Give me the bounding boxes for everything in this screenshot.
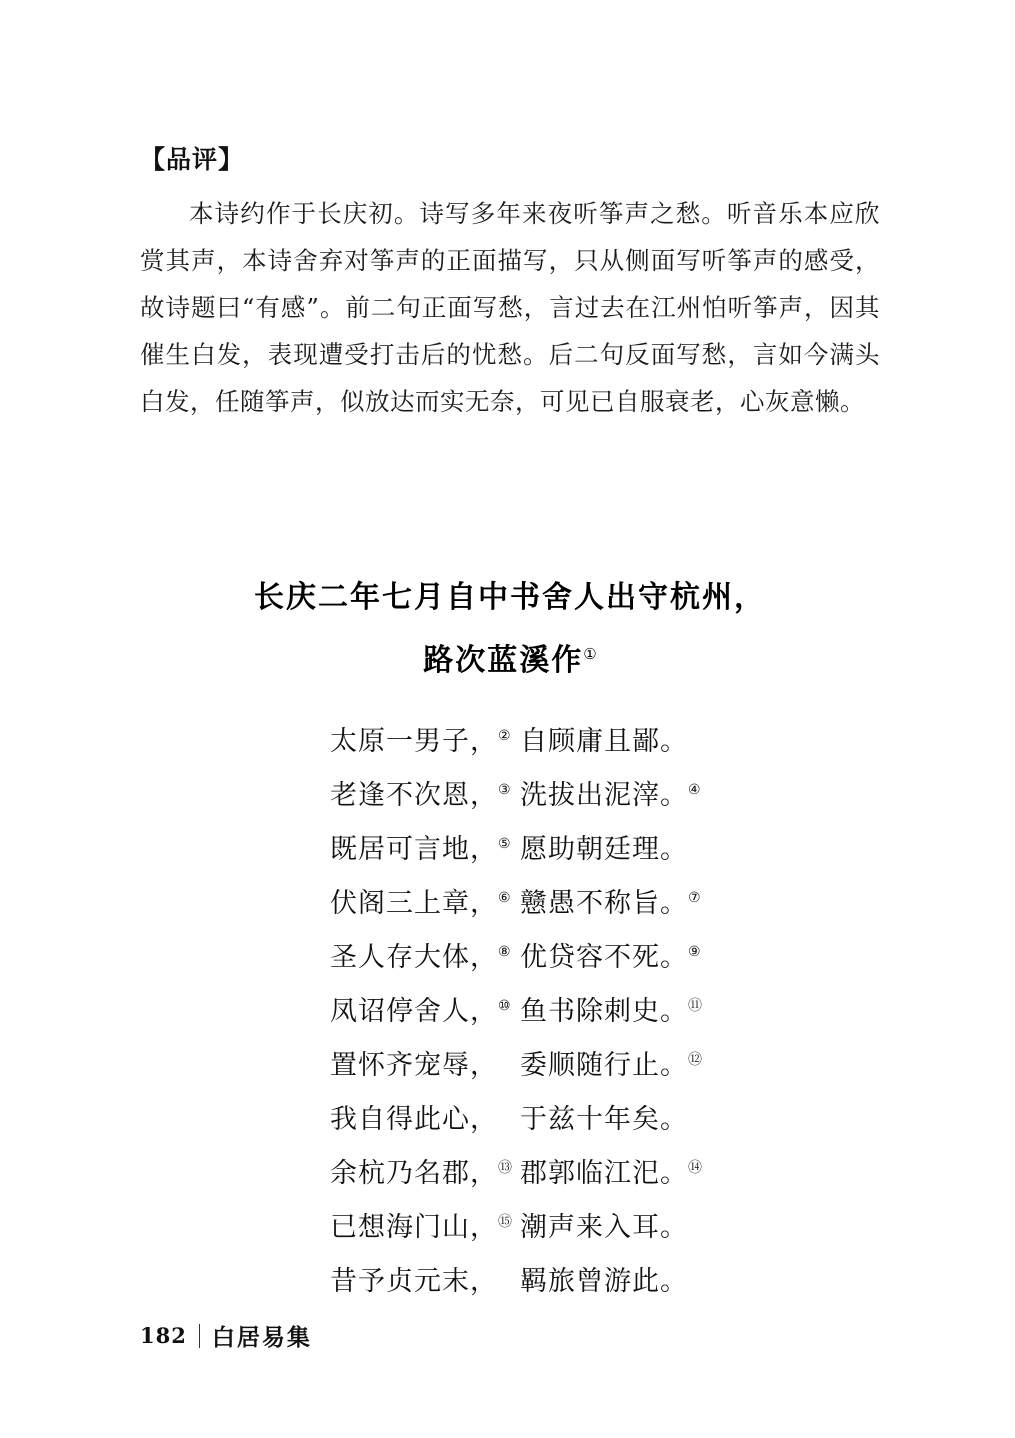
note-marker: ⑫ (688, 1052, 702, 1068)
poem-line (330, 874, 790, 928)
book-title: 白居易集 (211, 1324, 312, 1351)
note-marker: ⑮ (498, 1214, 512, 1230)
note-marker: ⑭ (688, 1160, 702, 1176)
note-marker: ⑥ (498, 890, 511, 906)
poem-hemistich-b (520, 1198, 688, 1252)
poem-hemistich-b-text: 洗拔出泥滓。 (520, 780, 688, 811)
poem-hemistich-a (330, 874, 520, 928)
poem-hemistich-b (520, 982, 702, 1036)
poem-hemistich-a (330, 712, 520, 766)
page-footer (140, 1319, 312, 1352)
note-marker: ⑦ (688, 890, 701, 906)
poem-hemistich-b (520, 1090, 688, 1144)
poem-title (140, 570, 880, 689)
poem-hemistich-b (520, 1252, 688, 1306)
poem-hemistich-b (520, 1144, 702, 1198)
poem-hemistich-b (520, 712, 688, 766)
poem-hemistich-b-text: 羁旅曾游此。 (520, 1266, 688, 1297)
poem-hemistich-b-text: 优贷容不死。 (520, 942, 688, 973)
poem-hemistich-a (330, 928, 520, 982)
note-marker: ⑪ (688, 998, 702, 1014)
poem-line (330, 928, 790, 982)
poem-line (330, 766, 790, 820)
poem-hemistich-a-text: 太原一男子， (330, 726, 498, 757)
note-marker: ② (498, 728, 511, 744)
poem-hemistich-a-text: 凤诏停舍人， (330, 996, 498, 1027)
poem-hemistich-b-text: 愿助朝廷理。 (520, 834, 688, 865)
poem-hemistich-b (520, 1036, 702, 1090)
poem-line (330, 1090, 790, 1144)
poem-hemistich-b (520, 820, 688, 874)
poem-hemistich-b-text: 于兹十年矣。 (520, 1104, 688, 1135)
note-marker: ⑨ (688, 944, 701, 960)
poem-hemistich-b-text: 自顾庸且鄙。 (520, 726, 688, 757)
poem-hemistich-a (330, 1198, 520, 1252)
commentary-section (140, 140, 880, 425)
poem-hemistich-a (330, 820, 520, 874)
note-marker: ③ (498, 782, 511, 798)
poem-hemistich-a-text: 已想海门山， (330, 1212, 498, 1243)
poem-hemistich-b (520, 874, 701, 928)
poem-hemistich-b-text: 委顺随行止。 (520, 1050, 688, 1081)
poem-line (330, 1144, 790, 1198)
footer-divider (199, 1324, 200, 1348)
poem-hemistich-b-text: 郡郭临江汜。 (520, 1158, 688, 1189)
note-marker: ⑧ (498, 944, 511, 960)
page-number: 182 (140, 1323, 187, 1348)
poem-line (330, 1036, 790, 1090)
poem-title-line-2 (140, 626, 880, 689)
poem-hemistich-a-text: 圣人存大体， (330, 942, 498, 973)
poem-hemistich-b-text: 潮声来入耳。 (520, 1212, 688, 1243)
note-marker: ⑬ (498, 1160, 512, 1176)
poem-hemistich-a (330, 1036, 520, 1090)
poem-body (330, 712, 790, 1306)
poem-line (330, 1252, 790, 1306)
poem-hemistich-b (520, 766, 701, 820)
poem-title-note-marker: ① (583, 645, 597, 663)
poem-hemistich-a (330, 1090, 520, 1144)
poem-line (330, 982, 790, 1036)
poem-hemistich-a-text: 置怀齐宠辱， (330, 1050, 498, 1081)
note-marker: ④ (688, 782, 701, 798)
poem-hemistich-a (330, 766, 520, 820)
poem-hemistich-a-text: 伏阁三上章， (330, 888, 498, 919)
commentary-body: 本诗约作于长庆初。诗写多年来夜听筝声之愁。听音乐本应欣赏其声，本诗舍弃对筝声的正面描写，只从侧面写听筝声的感受，故诗题曰“有感”。前二句正面写愁，言过去在江州怕听筝声，因其催生白发，表现遭受打击后的忧愁。后二句反面写愁，言如今满头白发，任随筝声，似放达而实无奈，可见已自服衰老，心灰意懒。 (140, 199, 880, 416)
poem-hemistich-a-text: 既居可言地， (330, 834, 498, 865)
poem-line (330, 820, 790, 874)
note-marker: ⑩ (498, 998, 511, 1014)
poem-hemistich-a (330, 1252, 520, 1306)
poem-hemistich-b (520, 928, 701, 982)
poem-hemistich-b-text: 鱼书除刺史。 (520, 996, 688, 1027)
poem-hemistich-a (330, 1144, 520, 1198)
poem-hemistich-a-text: 昔予贞元末， (330, 1266, 498, 1297)
poem-line (330, 1198, 790, 1252)
note-marker: ⑤ (498, 836, 511, 852)
poem-hemistich-a (330, 982, 520, 1036)
commentary-heading: 【品评】 (140, 145, 245, 174)
poem-hemistich-a-text: 老逢不次恩， (330, 780, 498, 811)
poem-hemistich-a-text: 我自得此心， (330, 1104, 498, 1135)
poem-title-line-1: 长庆二年七月自中书舍人出守杭州， (254, 580, 766, 615)
poem-hemistich-b-text: 戆愚不称旨。 (520, 888, 688, 919)
poem-line (330, 712, 790, 766)
poem-hemistich-a-text: 余杭乃名郡， (330, 1158, 498, 1189)
poem-title-line-2-text: 路次蓝溪作 (423, 643, 584, 678)
